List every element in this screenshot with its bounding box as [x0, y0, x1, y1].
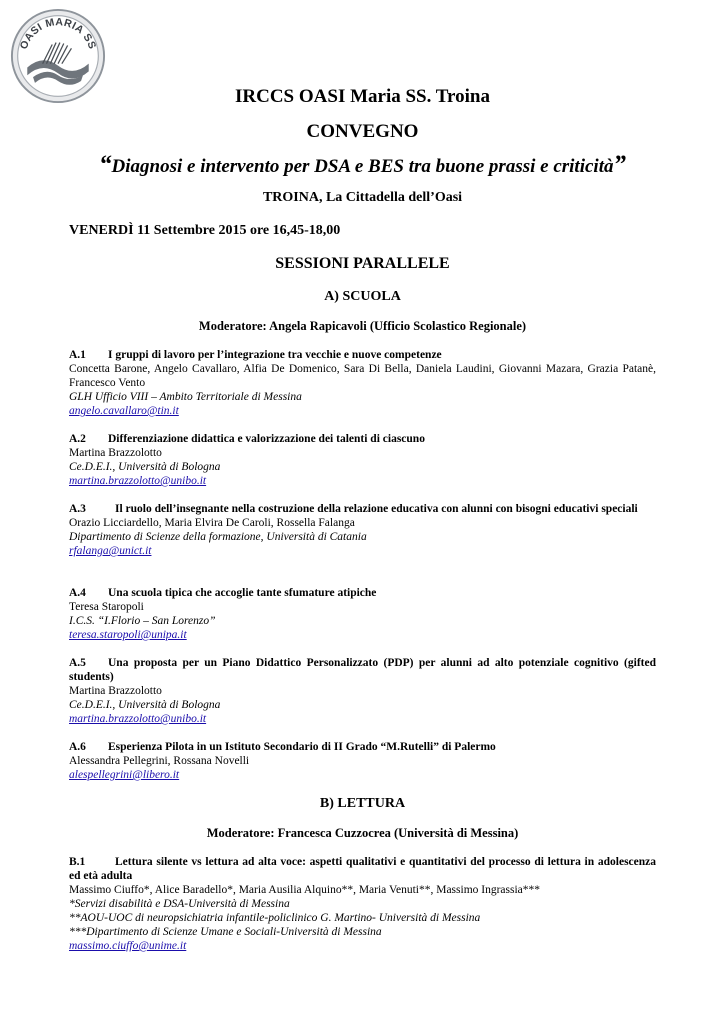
- institute-title: IRCCS OASI Maria SS. Troina: [235, 86, 490, 107]
- talk-title: [69, 740, 656, 754]
- talk-number: A.6: [69, 741, 86, 753]
- talk-affiliation: Ce.D.E.I., Università di Bologna: [69, 461, 221, 473]
- event-title: [0, 152, 725, 178]
- talk-title: [69, 586, 656, 600]
- talk-authors: Teresa Staropoli: [69, 601, 144, 613]
- talk-title-text: Differenziazione didattica e valorizzazione dei talenti di ciascuno: [108, 433, 425, 445]
- event-type: CONVEGNO: [306, 121, 419, 142]
- talk-title: [69, 656, 656, 684]
- talk-authors: Alessandra Pellegrini, Rossana Novelli: [69, 755, 250, 767]
- talk-number: B.1: [69, 856, 86, 868]
- talk-affiliation: GLH Ufficio VIII – Ambito Territoriale di Messina: [69, 391, 302, 403]
- session-b-heading: B) LETTURA: [319, 796, 406, 811]
- event-title-text: Diagnosi e intervento per DSA e BES tra buone prassi e criticità: [111, 156, 614, 177]
- event-date-time: VENERDÌ 11 Settembre 2015 ore 16,45-18,00: [69, 223, 341, 238]
- talk-a6: [69, 740, 656, 782]
- talk-affiliation: Dipartimento di Scienze della formazione, Università di Catania: [69, 531, 367, 543]
- talk-email-link[interactable]: alespellegrini@libero.it: [69, 769, 180, 781]
- talk-authors: Orazio Licciardello, Maria Elvira De Caroli, Rossella Falanga: [69, 517, 355, 529]
- talk-title-text: Una proposta per un Piano Didattico Personalizzato (PDP) per alunni ad alto potenziale cognitivo (gifted students): [69, 657, 656, 683]
- talk-title-text: Il ruolo dell’insegnante nella costruzione della relazione educativa con alunni con bisogni educativi speciali: [115, 503, 638, 515]
- talk-title: [69, 502, 656, 516]
- talk-authors: Concetta Barone, Angelo Cavallaro, Alfia De Domenico, Sara Di Bella, Daniela Laudini, Giovanni Mazara, Grazia Patanè, Francesco Vento: [69, 363, 656, 389]
- logo-text: OASI MARIA SS: [17, 16, 99, 51]
- talk-title-text: Lettura silente vs lettura ad alta voce: aspetti qualitativi e quantitativi del processo di lettura in adolescenza ed età adulta: [69, 856, 656, 882]
- talk-a2: [69, 432, 656, 488]
- sessions-heading: SESSIONI PARALLELE: [275, 255, 450, 272]
- talk-number: A.4: [69, 587, 86, 599]
- talk-title-text: Una scuola tipica che accoglie tante sfumature atipiche: [108, 587, 377, 599]
- talk-authors: Martina Brazzolotto: [69, 685, 162, 697]
- talk-a5: [69, 656, 656, 726]
- talk-email-link[interactable]: teresa.staropoli@unipa.it: [69, 629, 187, 641]
- talk-number: A.2: [69, 433, 86, 445]
- talk-affiliation-2: **AOU-UOC di neuropsichiatria infantile-policlinico G. Martino- Università di Messina: [69, 912, 481, 924]
- event-location: TROINA, La Cittadella dell’Oasi: [262, 190, 463, 205]
- talk-a1: [69, 348, 656, 418]
- talk-affiliation-1: *Servizi disabilità e DSA-Università di Messina: [69, 898, 290, 910]
- talk-number: A.5: [69, 657, 86, 669]
- session-a-heading: A) SCUOLA: [324, 289, 401, 304]
- session-b-moderator: Moderatore: Francesca Cuzzocrea (Università di Messina): [206, 826, 519, 840]
- talk-title-text: Esperienza Pilota in un Istituto Secondario di II Grado “M.Rutelli” di Palermo: [108, 741, 496, 753]
- talk-affiliation-3: ***Dipartimento di Scienze Umane e Sociali-Università di Messina: [69, 926, 382, 938]
- talk-email-link[interactable]: rfalanga@unict.it: [69, 545, 152, 557]
- talk-authors: Martina Brazzolotto: [69, 447, 162, 459]
- talk-email-link[interactable]: massimo.ciuffo@unime.it: [69, 940, 187, 952]
- talk-b1: [69, 855, 656, 953]
- talk-email-link[interactable]: martina.brazzolotto@unibo.it: [69, 475, 207, 487]
- title-quote-close: ”: [613, 151, 626, 178]
- talk-title-text: I gruppi di lavoro per l’integrazione tra vecchie e nuove competenze: [108, 349, 442, 361]
- talk-email-link[interactable]: angelo.cavallaro@tin.it: [69, 405, 179, 417]
- talk-title: [69, 855, 656, 883]
- talk-email-link[interactable]: martina.brazzolotto@unibo.it: [69, 713, 207, 725]
- talk-authors: Massimo Ciuffo*, Alice Baradello*, Maria Ausilia Alquino**, Maria Venuti**, Massimo Ingrassia***: [69, 884, 541, 896]
- talk-title: [69, 348, 656, 362]
- talk-a4: [69, 586, 656, 642]
- session-a-moderator: Moderatore: Angela Rapicavoli (Ufficio Scolastico Regionale): [198, 319, 527, 333]
- talk-affiliation: I.C.S. “I.Florio – San Lorenzo”: [69, 615, 216, 627]
- talk-title: [69, 432, 656, 446]
- talk-number: A.3: [69, 503, 86, 515]
- talk-a3: [69, 502, 656, 558]
- talk-affiliation: Ce.D.E.I., Università di Bologna: [69, 699, 221, 711]
- title-quote-open: “: [99, 151, 112, 178]
- talk-number: A.1: [69, 349, 86, 361]
